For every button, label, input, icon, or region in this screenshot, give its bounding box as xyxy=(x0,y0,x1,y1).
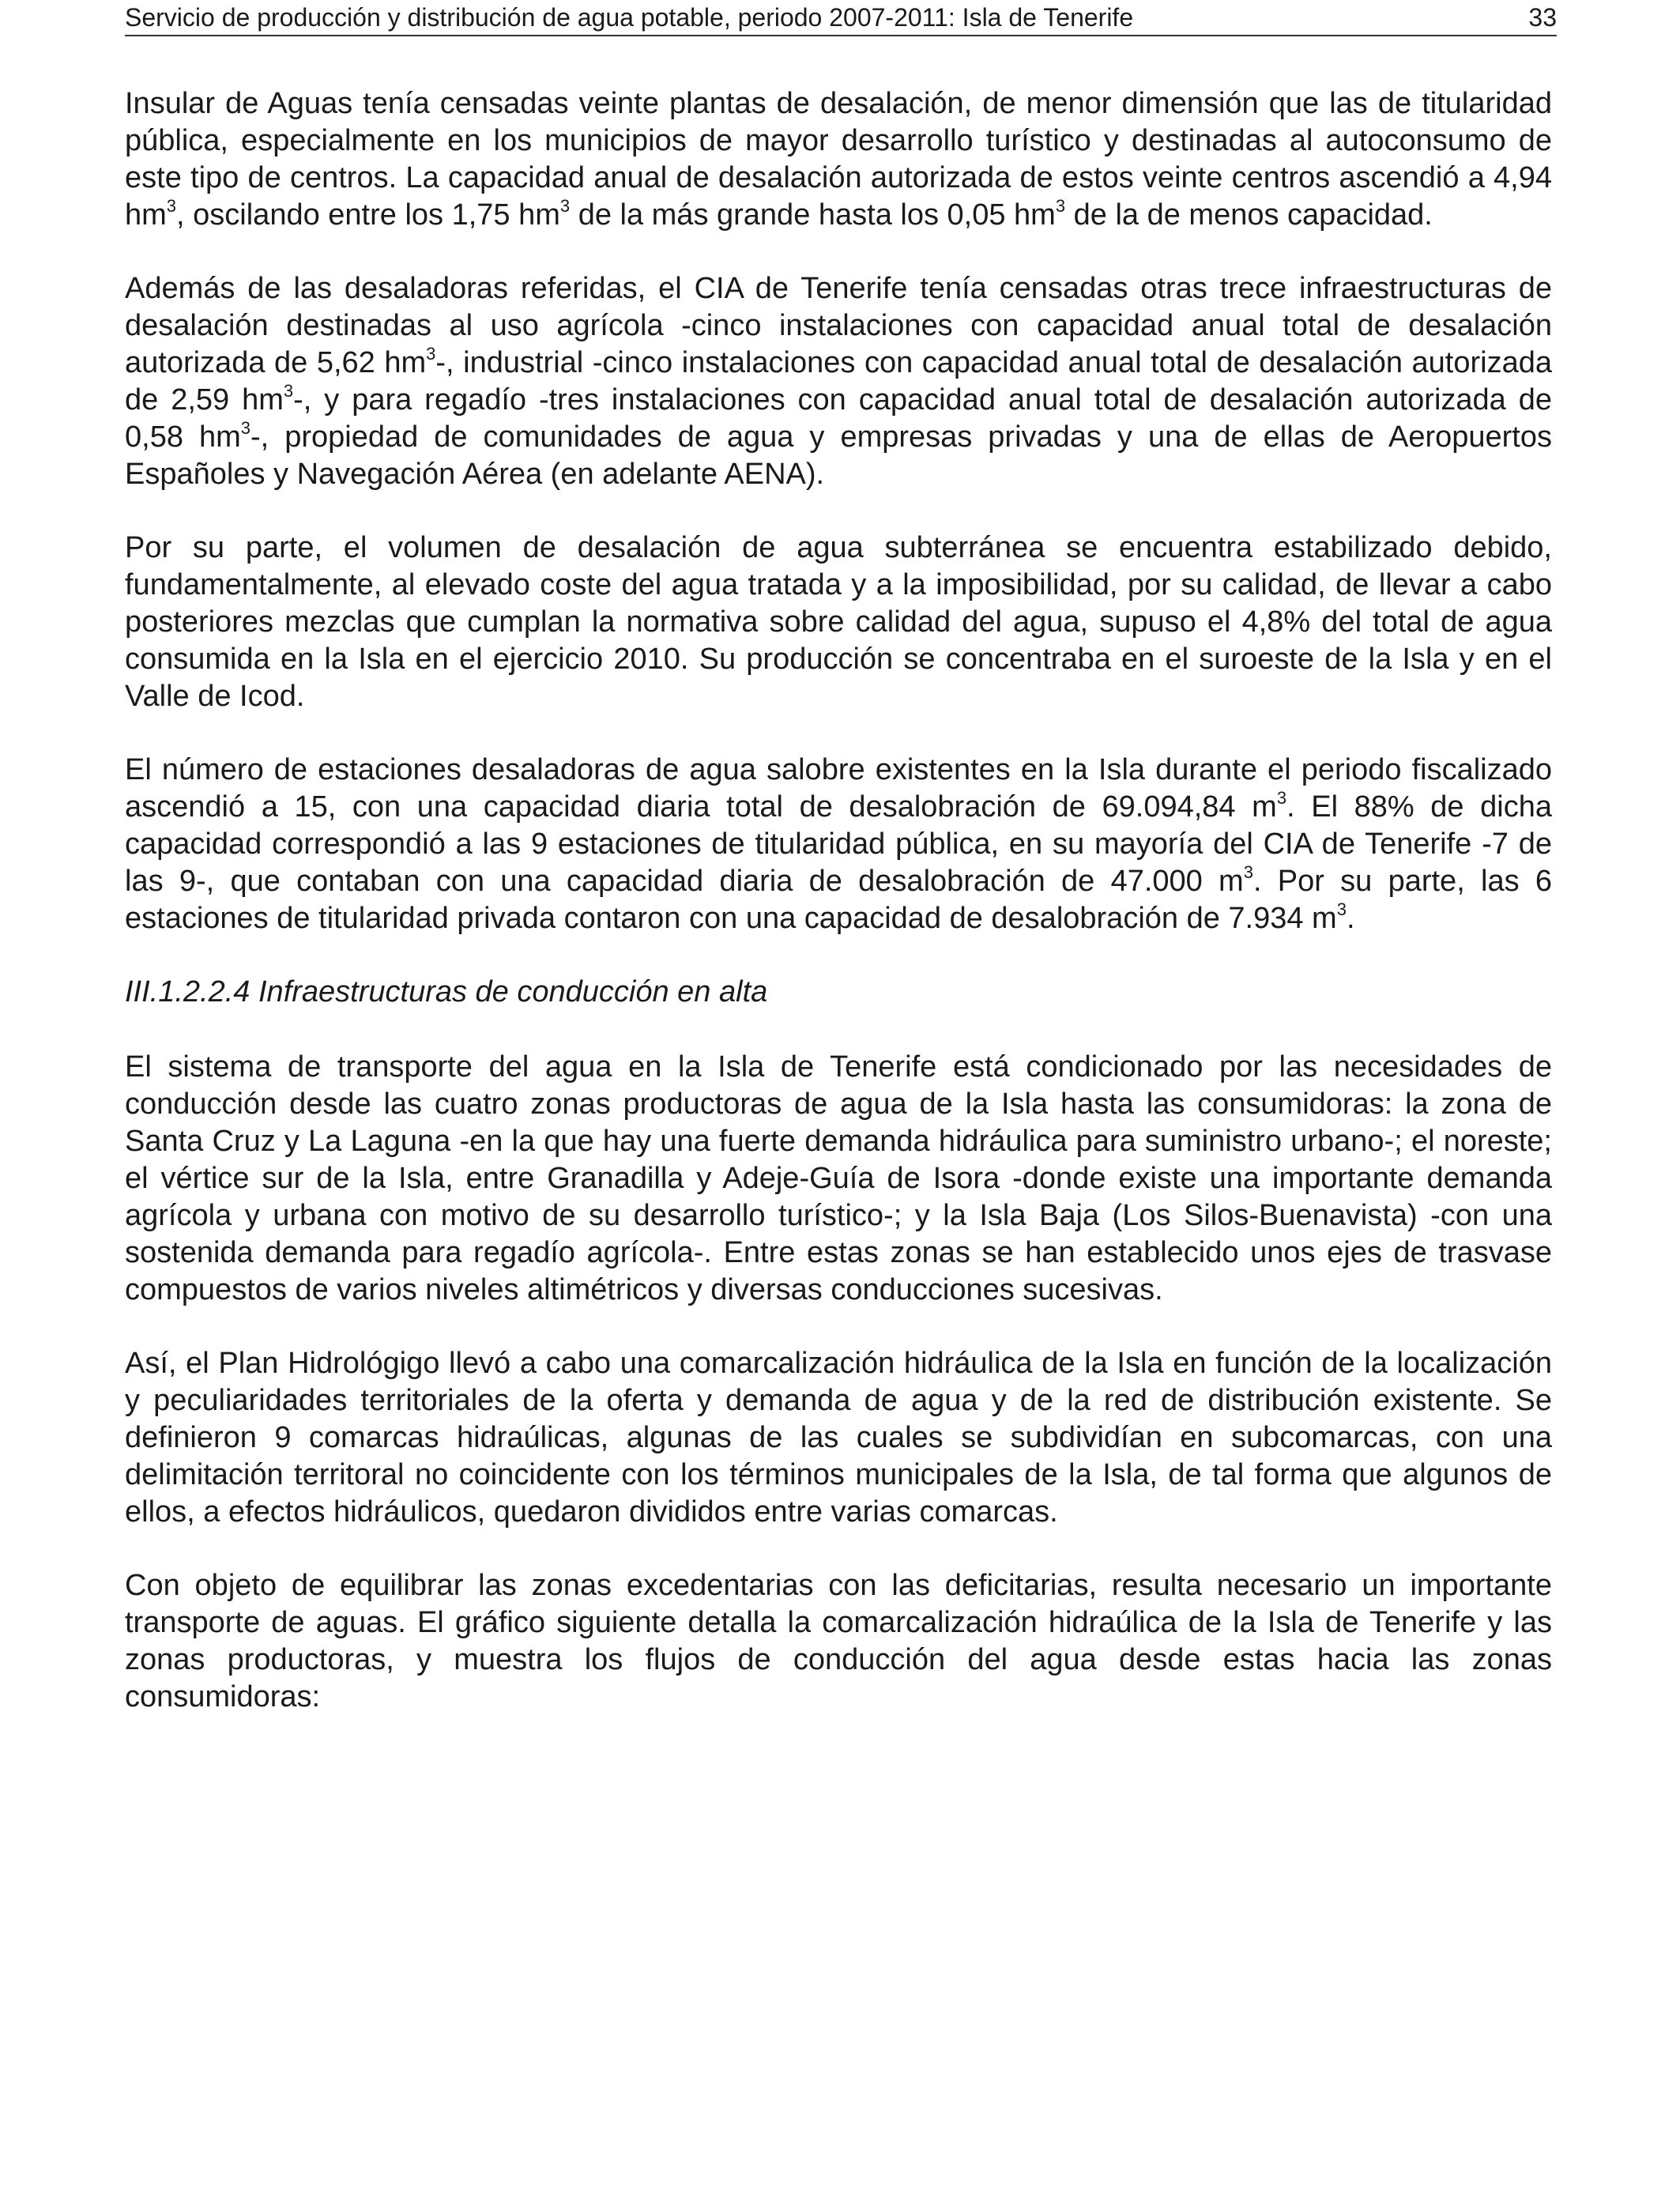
running-title: Servicio de producción y distribución de agua potable, periodo 2007-2011: Isla de Tenerife xyxy=(125,2,1134,32)
paragraph-brackish-water-stations: El número de estaciones desaladoras de agua salobre existentes en la Isla durante el periodo fiscalizado ascendió a 15, con una capacidad diaria total de desalobración de 69.094,84 $m^3$. El 88% de dicha capacidad correspondió a las 9 estaciones de titularidad pública, en su mayoría del CIA de Tenerife -7 de las 9-, que contaban con una capacidad diaria de desalobración de 47.000 $m^3$. Por su parte, las 6 estaciones de titularidad privada contaron con una capacidad de desalobración de 7.934 $m^3$. xyxy=(125,753,1552,935)
page-number: 33 xyxy=(1528,2,1557,32)
paragraph-transport-system: El sistema de transporte del agua en la Isla de Tenerife está condicionado por las necesidades de conducción desde las cuatro zonas productoras de agua de la Isla hasta las consumidoras: la zona de Santa Cruz y La Laguna -en la que hay una fuerte demanda hidráulica para suministro urbano-; el noreste; el vértice sur de la Isla, entre Granadilla y Adeje-Guía de Isora -donde existe una importante demanda agrícola y urbana con motivo de su desarrollo turístico-; y la Isla Baja (Los Silos-Buenavista) -con una sostenida demanda para regadío agrícola-. Entre estas zonas se han establecido unos ejes de trasvase compuestos de varios niveles altimétricos y diversas conducciones sucesivas. xyxy=(125,1050,1552,1306)
document-body xyxy=(125,85,1552,1752)
section-heading: III.1.2.2.4 Infraestructuras de conducción en alta xyxy=(125,975,768,1008)
paragraph-other-desalination-infrastructures: Además de las desaladoras referidas, el CIA de Tenerife tenía censadas otras trece infraestructuras de desalación destinadas al uso agrícola -cinco instalaciones con capacidad anual total de desalación autorizada de 5,62 $hm^3-$, industrial -cinco instalaciones con capacidad anual total de desalación autorizada de 2,59 $hm^3-$, y para regadío -tres instalaciones con capacidad anual total de desalación autorizada de 0,58 $hm^3-$, propiedad de comunidades de agua y empresas privadas y una de ellas de Aeropuertos Españoles y Navegación Aérea (en adelante AENA). xyxy=(125,272,1552,491)
paragraph-desalination-plants: Insular de Aguas tenía censadas veinte plantas de desalación, de menor dimensión que las de titularidad pública, especialmente en los municipios de mayor desarrollo turístico y destinadas al autoconsumo de este tipo de centros. La capacidad anual de desalación autorizada de estos veinte centros ascendió a 4,94 $hm^3$, oscilando entre los 1,75 $hm^3$ de la más grande hasta los 0,05 $hm^3$ de la de menos capacidad. xyxy=(125,87,1552,232)
paragraph-water-transport: Con objeto de equilibrar las zonas excedentarias con las deficitarias, resulta necesario un importante transporte de aguas. El gráfico siguiente detalla la comarcalización hidraúlica de la Isla de Tenerife y las zonas productoras, y muestra los flujos de conducción del agua desde estas hacia las zonas consumidoras: xyxy=(125,1569,1552,1713)
page-header xyxy=(125,0,1557,36)
paragraph-hydraulic-regions: Así, el Plan Hidrológigo llevó a cabo una comarcalización hidráulica de la Isla en función de la localización y peculiaridades territoriales de la oferta y demanda de agua y de la red de distribución existente. Se definieron 9 comarcas hidraúlicas, algunas de las cuales se subdividían en subcomarcas, con una delimitación territoral no coincidente con los términos municipales de la Isla, de tal forma que algunos de ellos, a efectos hidráulicos, quedaron divididos entre varias comarcas. xyxy=(125,1347,1552,1529)
paragraph-groundwater-desalination: Por su parte, el volumen de desalación de agua subterránea se encuentra estabilizado debido, fundamentalmente, al elevado coste del agua tratada y a la imposibilidad, por su calidad, de llevar a cabo posteriores mezclas que cumplan la normativa sobre calidad del agua, supuso el 4,8% del total de agua consumida en la Isla en el ejercicio 2010. Su producción se concentraba en el suroeste de la Isla y en el Valle de Icod. xyxy=(125,531,1552,713)
